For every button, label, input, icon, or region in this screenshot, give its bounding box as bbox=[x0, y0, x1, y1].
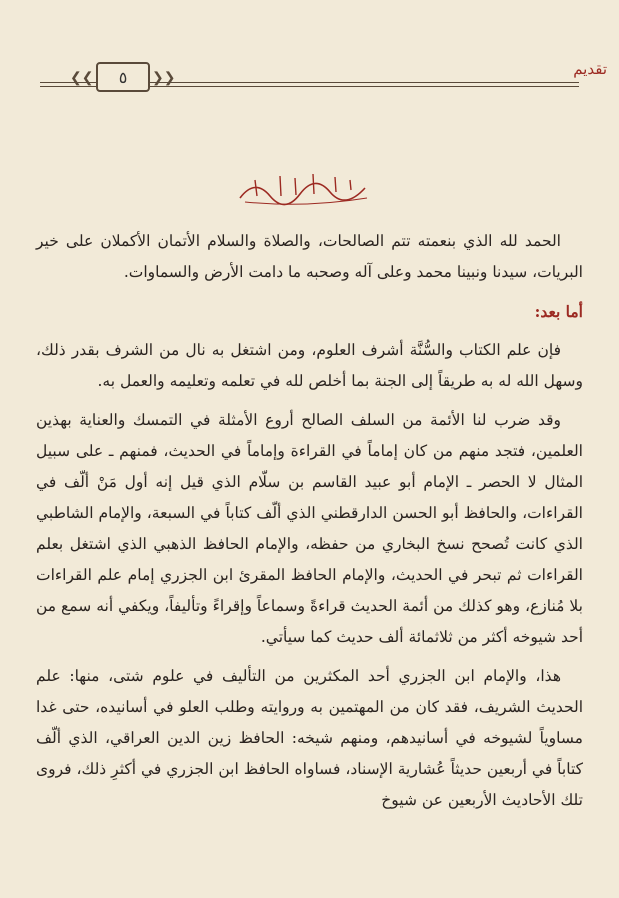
subheading: أما بعد: bbox=[534, 302, 583, 321]
ornament-left-icon: ❮❮ bbox=[70, 70, 94, 86]
page-number: ٥ bbox=[118, 67, 128, 87]
basmala-calligraphy bbox=[235, 168, 375, 208]
page-header bbox=[0, 0, 619, 110]
section-title: تقديم bbox=[573, 60, 607, 78]
ornament-right-icon: ❯❯ bbox=[152, 70, 176, 86]
body-text bbox=[36, 226, 583, 824]
page-number-box bbox=[96, 62, 150, 92]
paragraph-1: الحمد لله الذي بنعمته تتم الصالحات، والصلاة والسلام الأتمان الأكملان على خير البريات، سيدنا ونبينا محمد وعلى آله وصحبه ما دامت الأرض والسماوات. bbox=[36, 232, 583, 281]
paragraph-4: هذا، والإمام ابن الجزري أحد المكثرين من التأليف في علوم شتى، منها: علم الحديث الشريف، فقد كان من المهتمين به وروايته وطلب العلو في أسانيده، حتى غدا مساوياً لشيوخه في أسانيدهم، ومنهم شيخه: الحافظ زين الدين العراقي، الذي ألّف كتاباً في أربعين حديثاً عُشارية الإسناد، فساواه الحافظ ابن الجزري في أكثرِ ذلك، فروى تلك الأحاديث الأربعين عن شيوخ bbox=[36, 667, 583, 809]
paragraph-2: فإن علم الكتاب والسُّنَّة أشرف العلوم، ومن اشتغل به نال من الشرف بقدر ذلك، وسهل الله له به طريقاً إلى الجنة بما أخلص لله في تعلمه وتعليمه والعمل به. bbox=[36, 341, 583, 390]
paragraph-3: وقد ضرب لنا الأئمة من السلف الصالح أروع الأمثلة في التمسك والعناية بهذين العلمين، فتجد منهم من كان إماماً في القراءة وإماماً في الحديث، فمنهم ـ على سبيل المثال لا الحصر ـ الإمام أبو عبيد القاسم بن سلّام الذي قيل إنه أول مَنْ ألّف في القراءات، والحافظ أبو الحسن الدارقطني الذي ألّف كتاباً في السبعة، والإمام الشاطبي الذي كانت تُصحح نسخ البخاري من حفظه، والإمام الحافظ الذهبي الذي اشتغل بعلم القراءات ثم تبحر في الحديث، والإمام الحافظ المقرئ ابن الجزري إمام علم القراءات بلا مُنازع، وهو كذلك من أئمة الحديث قراءةً وسماعاً وإقراءً وتأليفاً، ويكفي أنه سمع من أحد شيوخه أكثر من ثلاثمائة ألف حديث كما سيأتي. bbox=[36, 411, 583, 646]
basmala-ornament-icon bbox=[235, 168, 375, 208]
